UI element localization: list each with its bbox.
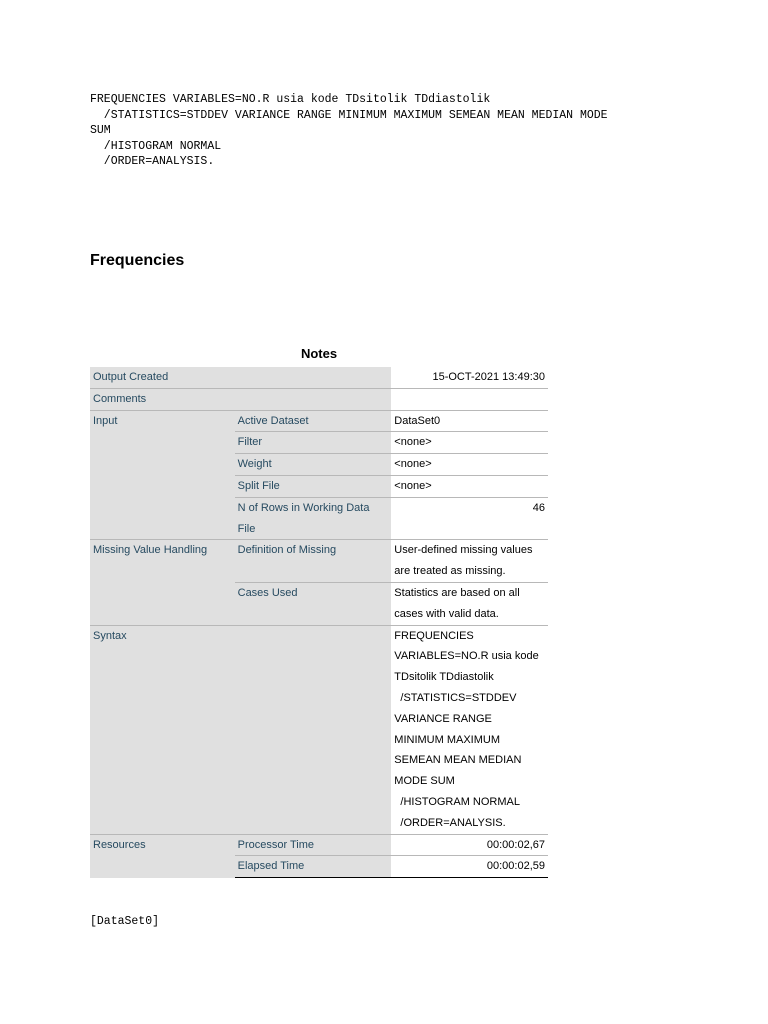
row-label-output-created: Output Created (90, 367, 235, 388)
row-label-input: Input (90, 410, 235, 540)
syntax-value-line: /HISTOGRAM NORMAL (391, 792, 548, 813)
notes-table (90, 367, 548, 878)
syntax-value-line: TDsitolik TDdiastolik (391, 667, 548, 688)
frequencies-heading: Frequencies (90, 252, 185, 269)
row-label-comments: Comments (90, 388, 235, 410)
row-sublabel-weight: Weight (235, 454, 392, 476)
active-dataset-value: DataSet0 (391, 410, 548, 432)
split-file-value: <none> (391, 475, 548, 497)
row-sublabel-n-rows: N of Rows in Working Data (235, 497, 392, 518)
row-sublabel-n-rows-continued: File (235, 519, 392, 540)
row-label-resources: Resources (90, 834, 235, 878)
cases-used-value-line: cases with valid data. (391, 604, 548, 625)
n-rows-value: 46 (391, 497, 548, 540)
syntax-value-line: FREQUENCIES (391, 625, 548, 646)
syntax-value-line: /STATISTICS=STDDEV (391, 688, 548, 709)
syntax-value-line: MINIMUM MAXIMUM (391, 730, 548, 751)
row-sublabel-cases-used: Cases Used (235, 582, 392, 625)
table-row (90, 834, 548, 856)
row-sublabel-empty (235, 388, 392, 410)
elapsed-time-value: 00:00:02,59 (391, 856, 548, 878)
table-row (90, 388, 548, 410)
row-sublabel-active-dataset: Active Dataset (235, 410, 392, 432)
row-sublabel-empty (235, 625, 392, 834)
output-created-value: 15-OCT-2021 13:49:30 (391, 367, 548, 388)
weight-value: <none> (391, 454, 548, 476)
row-sublabel-split-file: Split File (235, 475, 392, 497)
syntax-value-line: /ORDER=ANALYSIS. (391, 813, 548, 834)
row-sublabel-filter: Filter (235, 432, 392, 454)
syntax-value-line: VARIABLES=NO.R usia kode (391, 646, 548, 667)
dataset-tag: [DataSet0] (90, 915, 160, 928)
syntax-value-line: VARIANCE RANGE (391, 709, 548, 730)
comments-value (391, 388, 548, 410)
row-label-missing-value-handling: Missing Value Handling (90, 540, 235, 625)
row-sublabel-processor-time: Processor Time (235, 834, 392, 856)
row-sublabel-elapsed-time: Elapsed Time (235, 856, 392, 878)
table-row (90, 410, 548, 432)
definition-value-line: User-defined missing values (391, 540, 548, 561)
syntax-value-line: MODE SUM (391, 771, 548, 792)
row-sublabel-definition-of-missing: Definition of Missing (235, 540, 392, 583)
table-row (90, 540, 548, 561)
definition-value-line: are treated as missing. (391, 561, 548, 582)
frequencies-syntax-block: FREQUENCIES VARIABLES=NO.R usia kode TDsitolik TDdiastolik /STATISTICS=STDDEV VARIANCE RANGE MINIMUM MAXIMUM SEMEAN MEAN MEDIAN MODE SUM /HISTOGRAM NORMAL /ORDER=ANALYSIS. (90, 93, 608, 168)
row-label-syntax: Syntax (90, 625, 235, 834)
table-row (90, 367, 548, 388)
table-row (90, 625, 548, 646)
syntax-value-line: SEMEAN MEAN MEDIAN (391, 750, 548, 771)
filter-value: <none> (391, 432, 548, 454)
processor-time-value: 00:00:02,67 (391, 834, 548, 856)
row-sublabel-empty (235, 367, 392, 388)
notes-table-title: Notes (300, 346, 338, 361)
cases-used-value-line: Statistics are based on all (391, 582, 548, 603)
